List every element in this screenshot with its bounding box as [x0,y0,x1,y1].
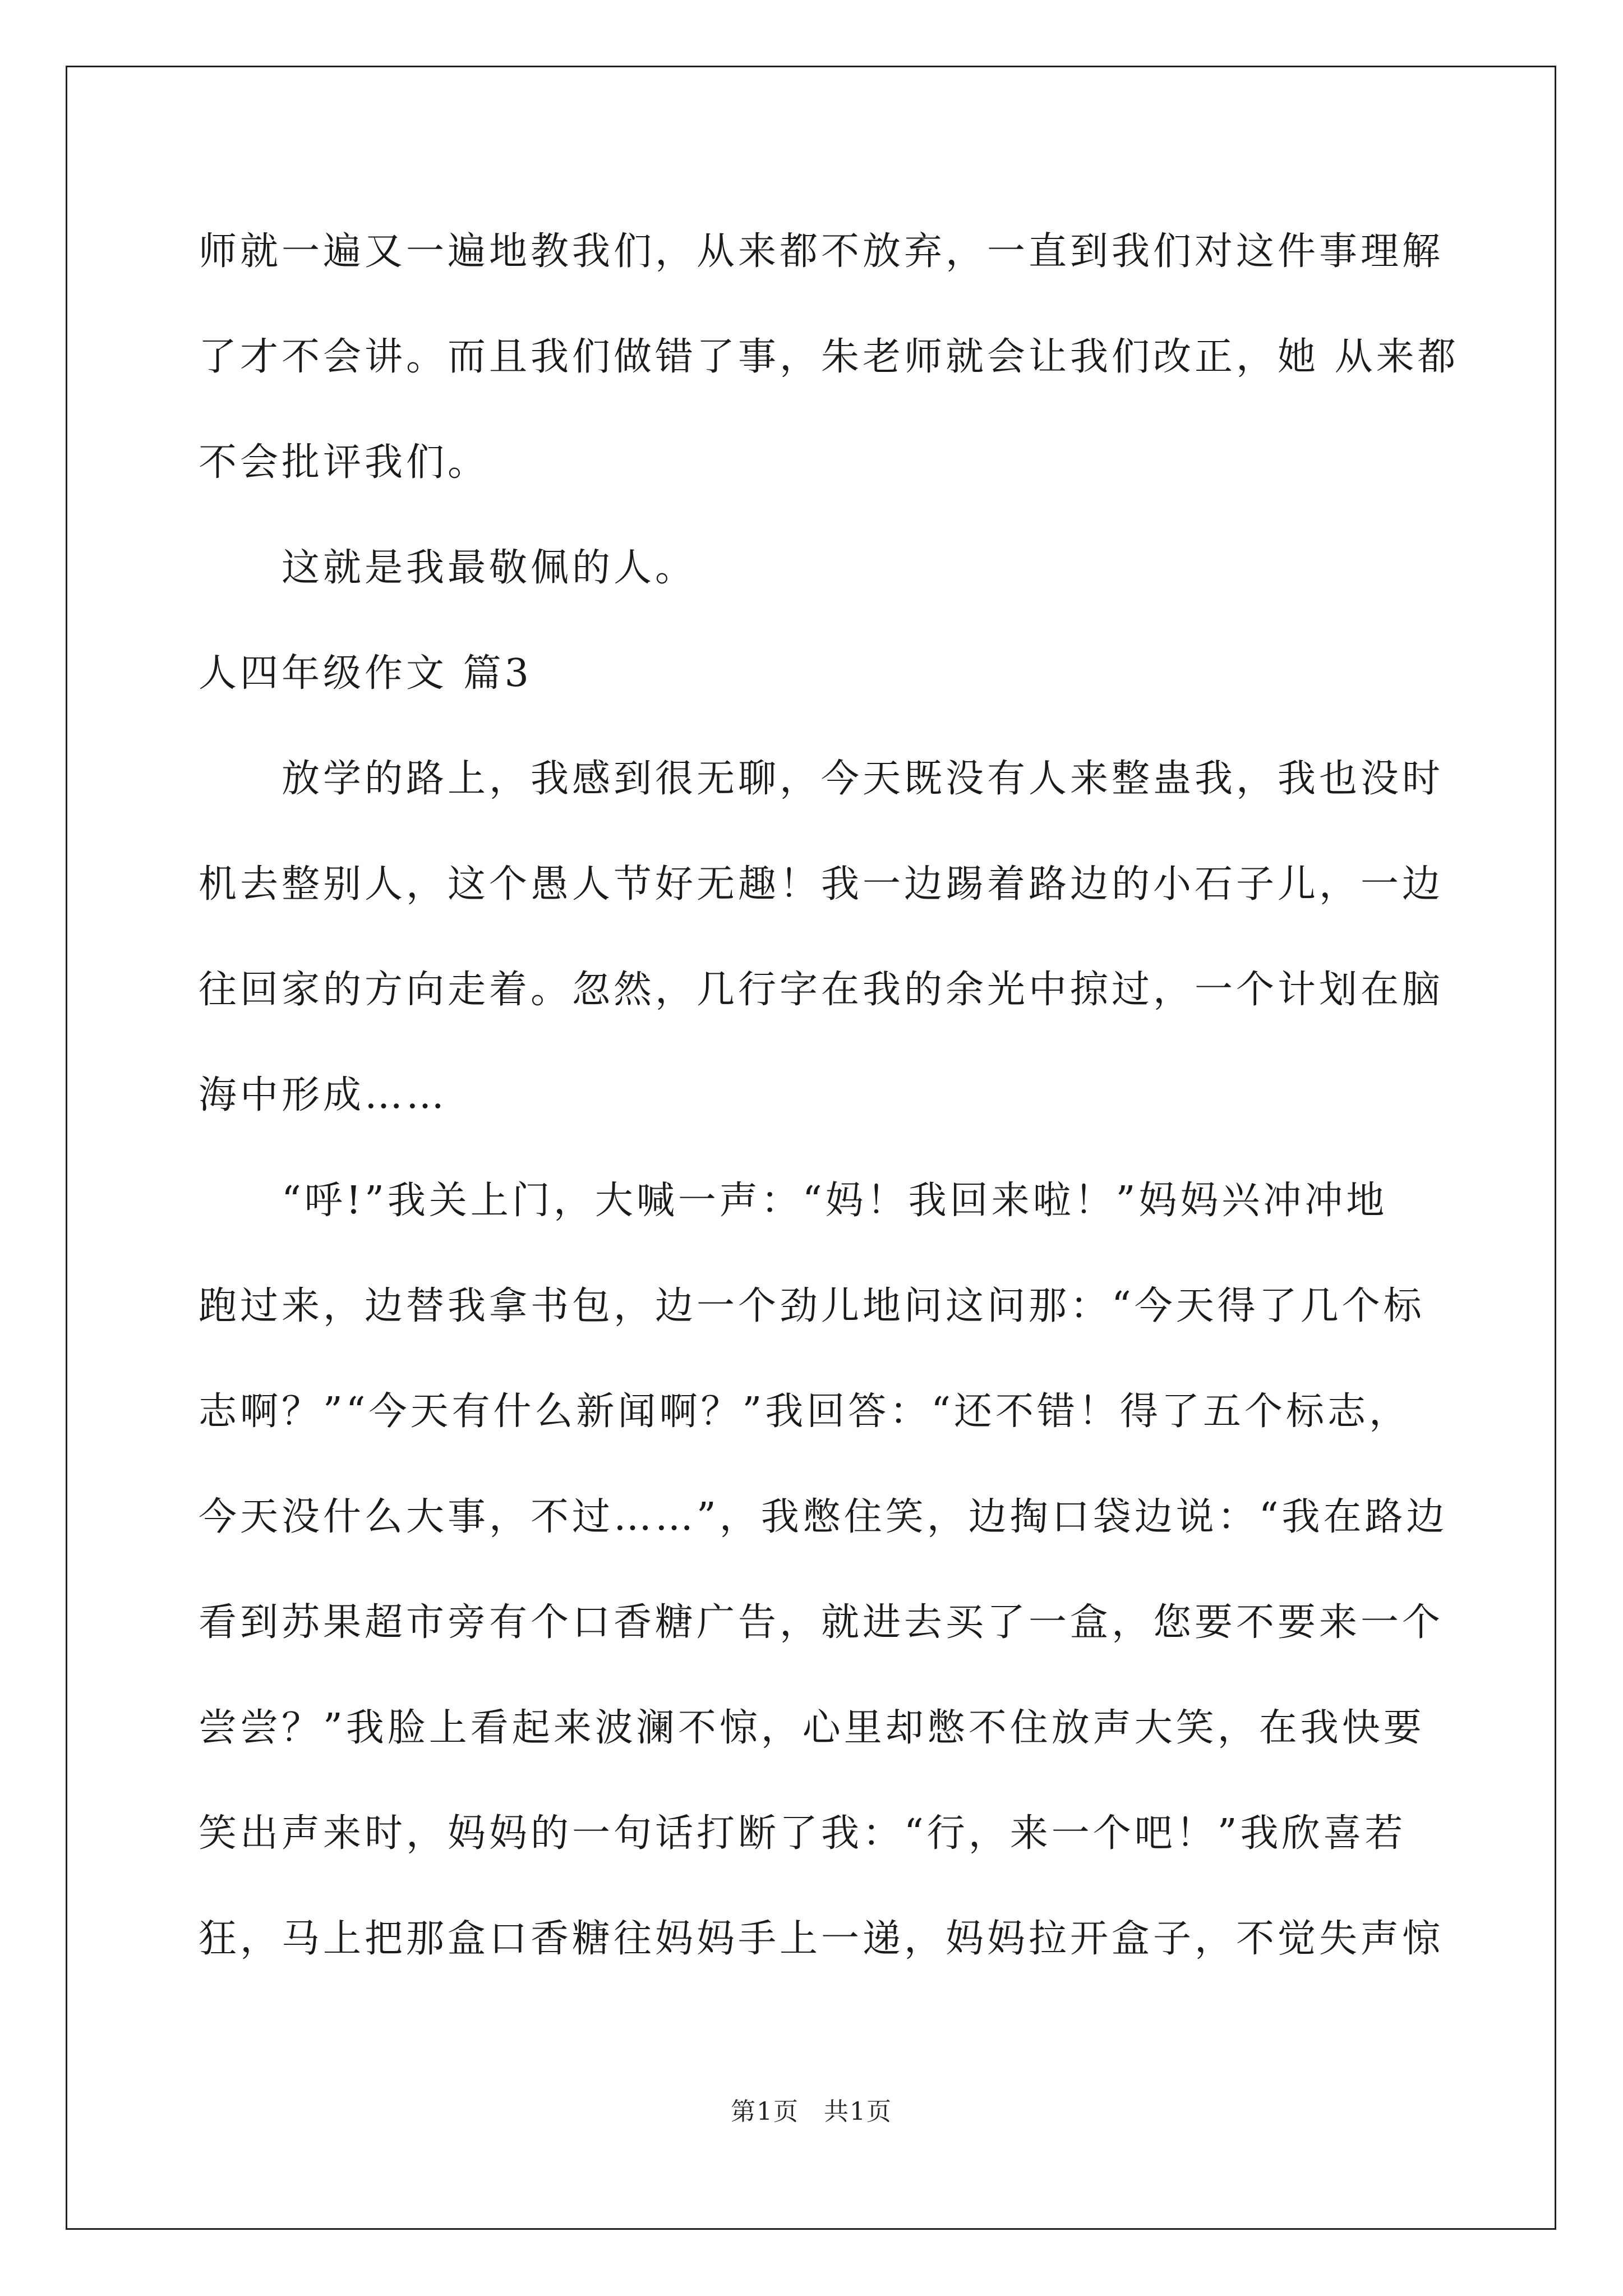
text-line-11: 跑过来，边替我拿书包，边一个劲儿地问这问那：“今天得了几个标 [199,1284,1425,1328]
document-body [199,199,1460,1992]
text-line-10: “呼!”我关上门，大喊一声：“妈！我回来啦！”妈妈兴冲冲地 [282,1179,1388,1223]
text-line-13: 今天没什么大事，不过……”，我憋住笑，边掏口袋边说：“我在路边 [199,1495,1448,1539]
total-pages: 共1页 [824,2097,892,2126]
text-line-3: 不会批评我们。 [199,440,490,485]
text-line-12: 志啊？”“今天有什么新闻啊？”我回答：“还不错！得了五个标志， [199,1389,1411,1434]
page-number: 第1页 [731,2097,799,2126]
section-heading: 人四年级作文 篇3 [199,651,532,696]
text-line-7: 机去整别人，这个愚人节好无趣！我一边踢着路边的小石子儿，一边 [199,862,1444,907]
text-line-17: 狂，马上把那盒口香糖往妈妈手上一递，妈妈拉开盒子，不觉失声惊 [199,1917,1444,1961]
page-footer [0,2091,1623,2127]
text-line-15: 尝尝？”我脸上看起来波澜不惊，心里却憋不住放声大笑，在我快要 [199,1706,1425,1750]
text-line-9: 海中形成…… [199,1073,448,1117]
text-line-1: 师就一遍又一遍地教我们，从来都不放弃，一直到我们对这件事理解 [199,229,1444,274]
text-line-8: 往回家的方向走着。忽然，几行字在我的余光中掠过，一个计划在脑 [199,968,1444,1012]
text-line-14: 看到苏果超市旁有个口香糖广告，就进去买了一盒，您要不要来一个 [199,1600,1444,1645]
text-line-6: 放学的路上，我感到很无聊，今天既没有人来整蛊我，我也没时 [282,757,1444,801]
text-line-4: 这就是我最敬佩的人。 [282,546,697,590]
text-line-2: 了才不会讲。而且我们做错了事，朱老师就会让我们改正，她 从来都 [199,335,1459,379]
text-line-16: 笑出声来时，妈妈的一句话打断了我：“行，来一个吧！”我欣喜若 [199,1811,1407,1856]
